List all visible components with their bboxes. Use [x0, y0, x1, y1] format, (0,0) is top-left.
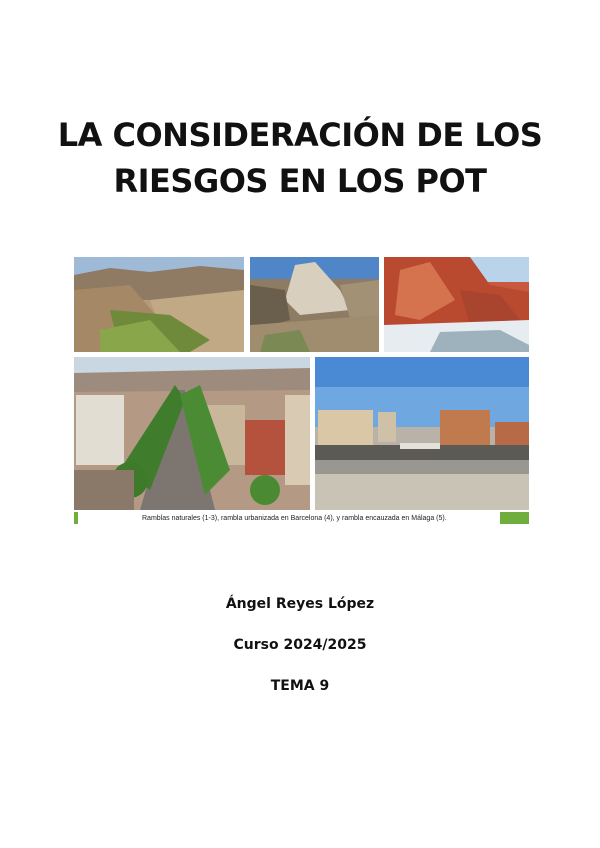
caption-accent-bar-right [500, 512, 529, 524]
photo-natural-rambla-2 [250, 257, 379, 352]
photo-channelled-rambla-malaga [315, 357, 529, 510]
topic-number: TEMA 9 [270, 678, 330, 694]
title-line-2: RIESGOS EN LOS POT [113, 162, 487, 200]
photo-natural-rambla-1 [74, 257, 244, 352]
photo-urban-rambla-barcelona [74, 357, 310, 510]
caption-accent-bar [74, 512, 78, 524]
photo-natural-rambla-3 [384, 257, 529, 352]
course-year: Curso 2024/2025 [233, 637, 367, 653]
title-line-1: LA CONSIDERACIÓN DE LOS [57, 116, 543, 154]
figure-caption: Ramblas naturales (1-3), rambla urbanizada en Barcelona (4), y rambla encauzada en Málaga (5). [142, 515, 447, 522]
author-name: Ángel Reyes López [225, 596, 375, 612]
